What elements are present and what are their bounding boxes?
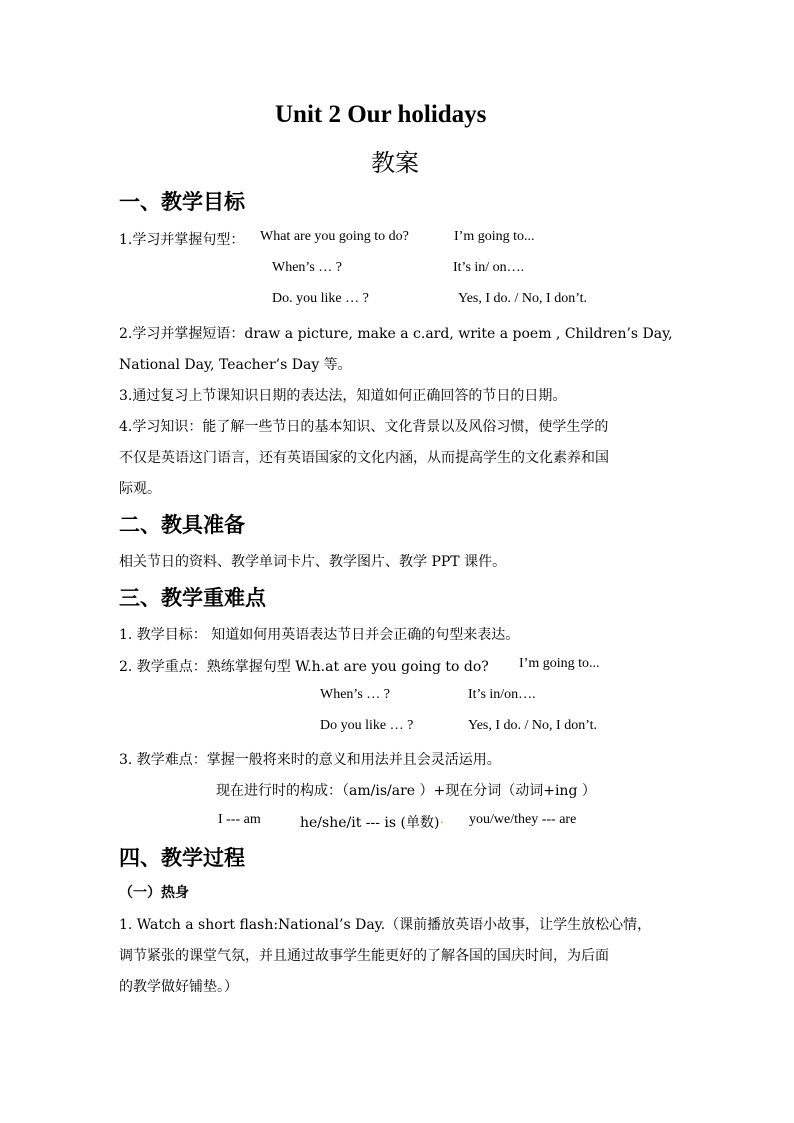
key-point-2-question-3: Do you like … ? bbox=[320, 718, 414, 733]
section-heading-key-points: 三、教学重难点 bbox=[119, 585, 266, 610]
key-point-2-question-2: When’s … ? bbox=[320, 687, 390, 702]
conjugation-dot: . bbox=[440, 812, 444, 827]
materials-body: 相关节日的资料、教学单词卡片、教学图片、教学 PPT 课件。 bbox=[119, 554, 507, 570]
objective-2-line-2: National Day, Teacher’s Day 等。 bbox=[119, 357, 352, 373]
conjugation-you-we-they: you/we/they --- are bbox=[469, 812, 577, 827]
key-point-2-label: 2. 教学重点：熟练掌握句型 W.h.at are you going to do? bbox=[119, 659, 489, 675]
section-heading-process: 四、教学过程 bbox=[119, 845, 245, 870]
conjugation-he-she-it: he/she/it --- is (单数) bbox=[300, 815, 440, 831]
title-english: Unit 2 Our holidays bbox=[275, 101, 487, 128]
process-1-line-1: 1. Watch a short flash:National’s Day.（课前播放英语小故事，让学生放松心情， bbox=[119, 917, 652, 933]
sentence-pattern-question-1: What are you going to do? bbox=[260, 229, 409, 244]
key-point-2-answer-2: It’s in/on…. bbox=[468, 687, 536, 702]
process-1-line-3: 的教学做好铺垫。） bbox=[119, 979, 238, 995]
title-chinese: 教案 bbox=[371, 149, 419, 177]
objective-4-line-2: 不仅是英语这门语言，还有英语国家的文化内涵，从而提高学生的文化素养和国 bbox=[119, 450, 609, 466]
objective-2-line-1: 2.学习并掌握短语：draw a picture, make a c.ard, write a poem , Children’s Day, bbox=[119, 326, 673, 342]
sentence-pattern-answer-1: I’m going to... bbox=[454, 229, 535, 244]
section-heading-objectives: 一、教学目标 bbox=[119, 189, 245, 214]
objective-3: 3.通过复习上节课知识日期的表达法，知道如何正确回答的节日的日期。 bbox=[119, 388, 567, 404]
conjugation-i: I --- am bbox=[218, 812, 261, 827]
objective-1-label: 1.学习并掌握句型： bbox=[119, 232, 245, 248]
process-1-line-2: 调节紧张的课堂气氛，并且通过故事学生能更好的了解各国的国庆时间，为后面 bbox=[119, 948, 609, 964]
objective-4-line-1: 4.学习知识：能了解一些节日的基本知识、文化背景以及风俗习惯，使学生学的 bbox=[119, 419, 609, 435]
key-point-2-answer-3: Yes, I do. / No, I don’t. bbox=[468, 718, 597, 733]
sentence-pattern-question-3: Do. you like … ? bbox=[272, 291, 369, 306]
key-point-1: 1. 教学目标： 知道如何用英语表达节日并会正确的句型来表达。 bbox=[119, 627, 520, 643]
key-point-3: 3. 教学难点：掌握一般将来时的意义和用法并且会灵活运用。 bbox=[119, 752, 501, 768]
sentence-pattern-answer-2: It’s in/ on…. bbox=[453, 260, 525, 275]
key-point-2-answer-1: I’m going to... bbox=[519, 656, 600, 671]
section-heading-materials: 二、教具准备 bbox=[119, 512, 245, 537]
sentence-pattern-answer-3: Yes, I do. / No, I don’t. bbox=[458, 291, 587, 306]
present-continuous-formula: 现在进行时的构成：（am/is/are ）+现在分词（动词+ing ） bbox=[216, 783, 596, 799]
subsection-warm-up: （一）热身 bbox=[119, 885, 189, 901]
objective-4-line-3: 际观。 bbox=[119, 481, 161, 497]
sentence-pattern-question-2: When’s … ? bbox=[272, 260, 342, 275]
